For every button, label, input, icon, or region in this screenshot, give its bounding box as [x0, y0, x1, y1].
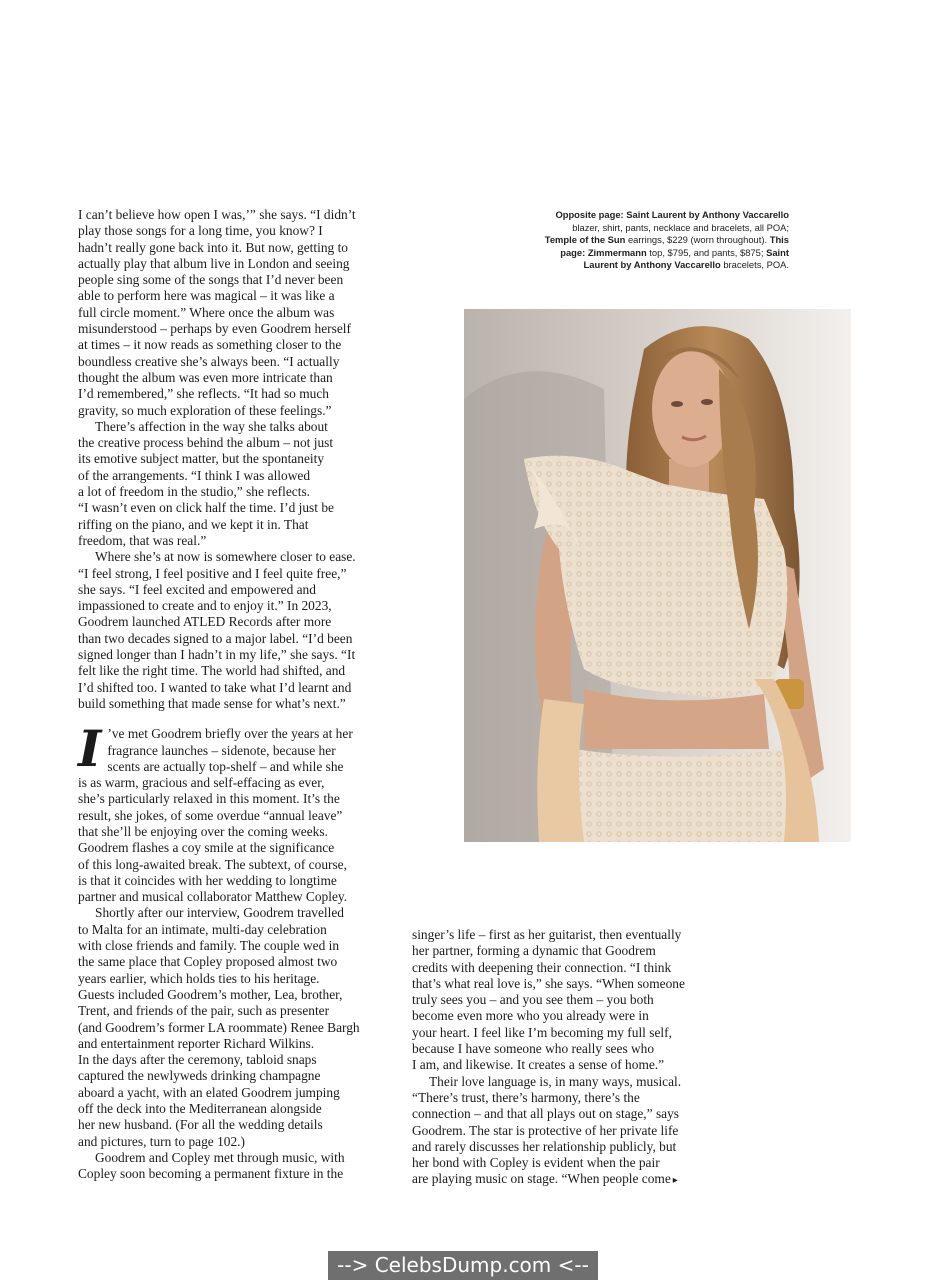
portrait-illustration	[464, 309, 851, 842]
fashion-credits-caption	[539, 209, 789, 272]
paragraph: Shortly after our interview, Goodrem travelled to Malta for an intimate, multi-day celebration with close friends and family. The couple wed in the same place that Copley proposed almost two years earlier, which holds ties to his heritage. Guests included Goodrem’s mother, Lea, brother, Trent, and friends of the pair, such as presenter (and Goodrem’s former LA roommate) Renee Bargh and entertainment reporter Richard Wilkins. In the days after the ceremony, tabloid snaps captured the newlyweds drinking champagne aboard a yacht, with an elated Goodrem jumping off the deck into the Mediterranean alongside her new husband. (For all the wedding details and pictures, turn to page 102.)	[78, 905, 360, 1149]
article-left-column	[78, 207, 394, 1183]
watermark-banner: --> CelebsDump.com <--	[328, 1251, 598, 1280]
paragraph: I can’t believe how open I was,’” she says. “I didn’t play those songs for a long time, you know? I hadn’t really gone back into it. But now, getting to actually play that album live in London and seeing people sing some of the songs that I’d never been able to perform here was magical – it was like a full circle moment.” Where once the album was misunderstood – perhaps by even Goodrem herself at times – it now reads as something closer to the boundless creative she’s always been. “I actually thought the album was even more intricate than I’d remembered,” she reflects. “It had so much gravity, so much exploration of these feelings.”	[78, 207, 356, 418]
paragraph: Where she’s at now is somewhere closer to ease. “I feel strong, I feel positive and I feel quite free,” she says. “I feel excited and empowered and impassioned to create and to enjoy it.” In 2023, Goodrem launched ATLED Records after more than two decades signed to a major label. “I’d been signed longer than I hadn’t in my life,” she says. “It felt like the right time. The world had shifted, and I’d shifted too. I wanted to take what I’d learnt and build something that made sense for what’s next.”	[78, 549, 356, 711]
paragraph-text: Their love language is, in many ways, musical. “There’s trust, there’s harmony, there’s the connection – and that all plays out on stage,” says Goodrem. The star is protective of her private life and rarely discusses her relationship publicly, but her bond with Copley is evident when the pair are playing music on stage. “When people come	[412, 1073, 682, 1187]
paragraph-text: ’ve met Goodrem briefly over the years at her fragrance launches – sidenote, because her scents are actually top-shelf – and while she is as warm, gracious and self-effacing as ever, she’s particularly relaxed in this moment. It’s the result, she jokes, of some overdue “annual leave” that she’ll be enjoying over the coming weeks. Goodrem flashes a coy smile at the significance of this long-awaited break. The subtext, of course, is that it coincides with her wedding to longtime partner and musical collaborator Matthew Copley.	[78, 726, 353, 905]
ribbon-left	[537, 699, 584, 842]
paragraph: singer’s life – first as her guitarist, then eventually her partner, forming a dynamic that Goodrem credits with deepening their connection. “I think that’s what real love is,” she says. “When someone truly sees you – and you see them – you both become even more who you already were in your heart. I feel like I’m becoming my full self, because I have someone who really sees who I am, and likewise. It creates a sense of home.”	[412, 927, 685, 1073]
paragraph: There’s affection in the way she talks about the creative process behind the album – not just its emotive subject matter, but the spontaneity of the arrangements. “I think I was allowed a lot of freedom in the studio,” she reflects. “I wasn’t even on click half the time. I’d just be riffing on the piano, and we kept it in. That freedom, that was real.”	[78, 418, 334, 548]
credit-label: Opposite page: Saint Laurent by Anthony Vaccarello	[555, 209, 789, 220]
credit-label: Saint Laurent by Anthony Vaccarello	[583, 246, 789, 271]
eye-right	[701, 399, 713, 405]
credit-text: top, $795, and pants, $875;	[646, 246, 767, 258]
paragraph	[412, 1074, 722, 1190]
drop-cap: I	[78, 719, 102, 779]
continue-arrow-icon: ▸	[672, 1175, 678, 1187]
portrait-photo	[464, 309, 851, 842]
lace-pants	[564, 749, 804, 842]
credit-text: earrings, $229 (worn throughout).	[625, 234, 770, 246]
credit-text: bracelets, POA.	[720, 259, 789, 271]
paragraph-with-dropcap	[78, 719, 394, 905]
article-right-column	[412, 927, 722, 1190]
credit-text: blazer, shirt, pants, necklace and bracelets, all POA;	[572, 221, 789, 233]
credit-label: This page: Zimmermann	[560, 234, 789, 258]
credit-label: Temple of the Sun	[544, 234, 626, 246]
eye-left	[671, 401, 683, 407]
paragraph: Goodrem and Copley met through music, with Copley soon becoming a permanent fixture in the	[78, 1149, 345, 1182]
